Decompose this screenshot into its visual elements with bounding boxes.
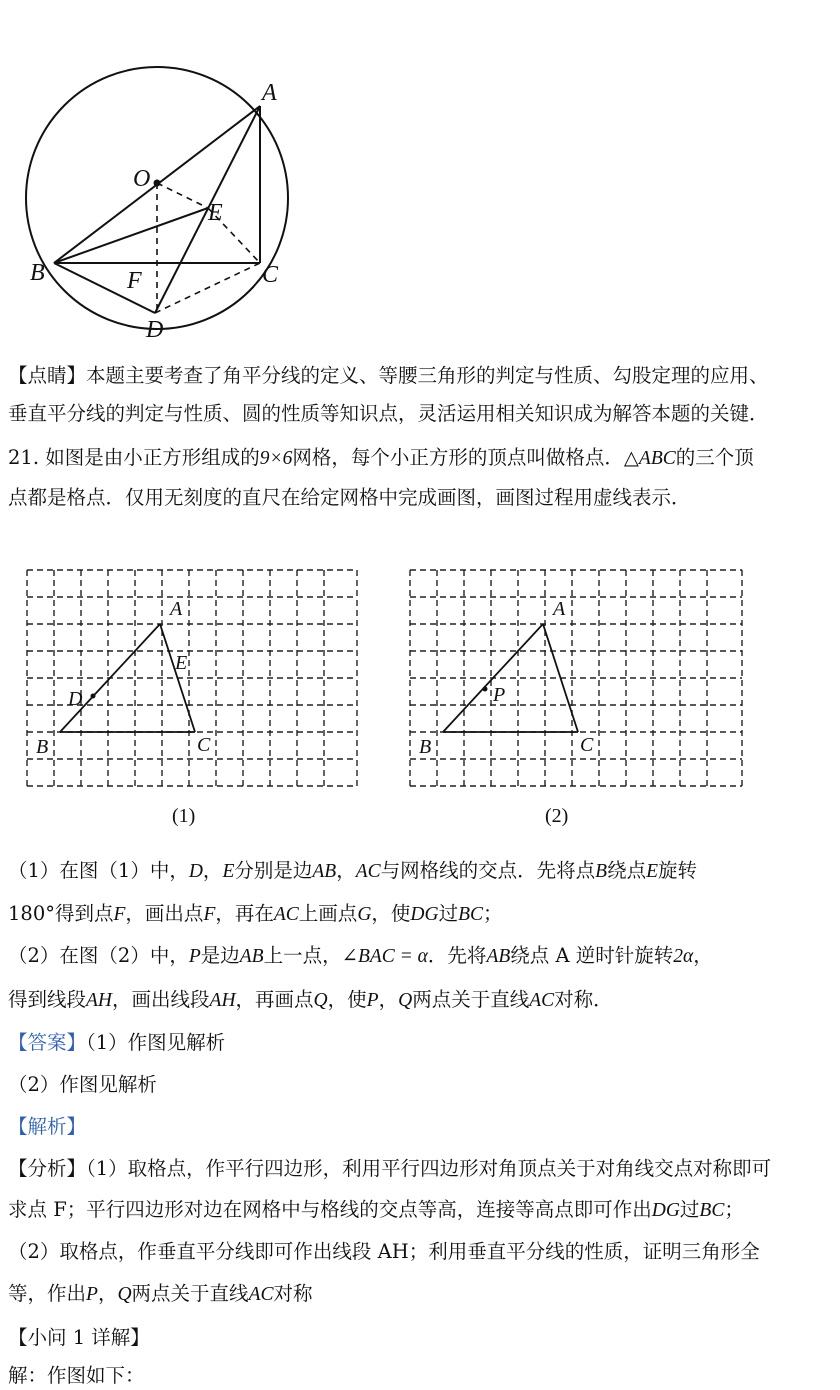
label-a: A — [262, 80, 277, 106]
label-f: F — [127, 268, 142, 294]
grid1-label-b: B — [36, 736, 49, 758]
label-b: B — [30, 260, 45, 286]
triangle1-ab — [60, 624, 160, 732]
dianjing-line-1: 【点睛】本题主要考查了角平分线的定义、等腰三角形的判定与性质、勾股定理的应用、 — [8, 364, 769, 387]
grid1-caption: (1) — [172, 805, 196, 827]
label-o: O — [133, 166, 151, 192]
grid2-label-p: P — [493, 684, 506, 706]
grid2-label-b: B — [419, 736, 432, 758]
grid2-label-c: C — [580, 734, 594, 756]
label-e: E — [208, 200, 223, 226]
question-21-line-1: 21. 如图是由小正方形组成的9×6网格，每个小正方形的顶点叫做格点．△ABC的三个顶 — [8, 446, 754, 469]
point-p — [483, 687, 488, 692]
analysis-tag: 【解析】 — [8, 1115, 87, 1138]
grid1-label-c: C — [197, 734, 211, 756]
dashed-oe — [157, 183, 208, 208]
grid2-caption: (2) — [545, 805, 569, 827]
dashed-dc — [155, 263, 260, 313]
circle-figure — [0, 0, 320, 345]
answer-line-1: 【答案】（1）作图见解析 — [8, 1031, 226, 1054]
fenxi-line-1: 【分析】（1）取格点，作平行四边形，利用平行四边形对角顶点关于对角线交点对称即可 — [8, 1157, 772, 1180]
label-c: C — [262, 262, 279, 288]
question-21-line-2: 点都是格点．仅用无刻度的直尺在给定网格中完成画图，画图过程用虚线表示． — [8, 486, 691, 509]
part2-line-1: （2）在图（2）中，P是边AB上一点，∠BAC = α．先将AB绕点 A 逆时针旋转2α， — [8, 944, 713, 967]
grid-figure-1 — [20, 565, 370, 830]
sub1-tag: 【小问 1 详解】 — [8, 1326, 150, 1349]
sub1-tag-line — [8, 1324, 832, 1352]
grid1-label-e: E — [175, 652, 188, 674]
fenxi-tag: 【分析】 — [8, 1157, 87, 1180]
answer-tag: 【答案】 — [8, 1031, 87, 1054]
dianjing-line-2: 垂直平分线的判定与性质、圆的性质等知识点，灵活运用相关知识成为解答本题的关键． — [8, 402, 769, 425]
grid2-label-a: A — [553, 598, 566, 620]
grid1-label-a: A — [170, 598, 183, 620]
label-d: D — [146, 317, 164, 343]
fenxi-line-2: 求点 F；平行四边形对边在网格中与格线的交点等高，连接等高点即可作出DG过BC； — [8, 1198, 744, 1221]
part1-line-2: 180°得到点F，画出点F，再在AC上画点G，使DG过BC； — [8, 902, 503, 925]
dianjing-tag: 【点睛】 — [8, 364, 87, 387]
answer-line-2: （2）作图见解析 — [8, 1073, 157, 1096]
solution-line: 解：作图如下： — [8, 1364, 145, 1387]
part2-line-2: 得到线段AH，画出线段AH，再画点Q，使P，Q两点关于直线AC对称． — [8, 988, 613, 1011]
grid-figure-2 — [405, 565, 755, 830]
grid1-label-d: D — [68, 688, 83, 710]
triangle2-ab — [443, 624, 543, 732]
point-o — [154, 180, 161, 187]
fenxi-line-4: 等，作出P，Q两点关于直线AC对称 — [8, 1282, 313, 1305]
point-d — [91, 694, 96, 699]
analysis-tag-line — [8, 1113, 832, 1141]
part1-line-1: （1）在图（1）中，D，E分别是边AB，AC与网格线的交点．先将点B绕点E旋转 — [8, 859, 698, 882]
fenxi-line-3: （2）取格点，作垂直平分线即可作出线段 AH；利用垂直平分线的性质，证明三角形全 — [8, 1240, 760, 1263]
